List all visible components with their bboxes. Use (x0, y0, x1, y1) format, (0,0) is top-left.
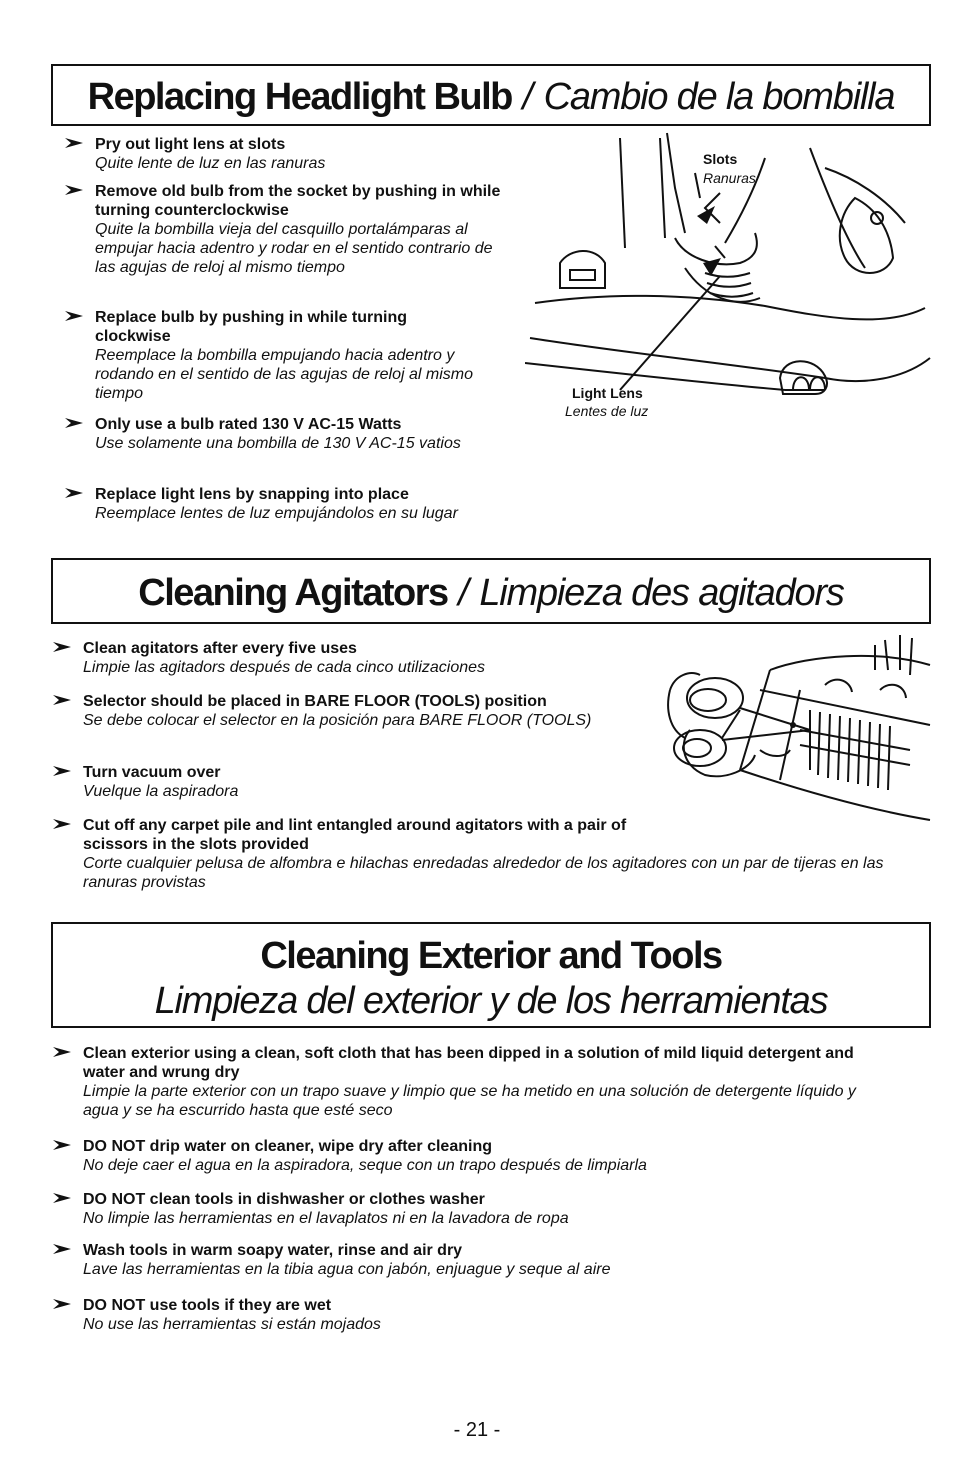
headlight-title-separator: / (511, 76, 544, 118)
instruction-es: No deje caer el agua en la aspiradora, seque con un trapo después de limpiarla (83, 1157, 647, 1174)
headlight-title-es: Cambio de la bombilla (543, 76, 895, 118)
instruction-en: Cut off any carpet pile and lint entangled around agitators with a pair of scissors in the slots provided (83, 817, 627, 853)
headlight-instructions-list (50, 135, 550, 523)
instruction-en: Replace bulb by pushing in while turning clockwise (95, 309, 408, 345)
instruction-en: Only use a bulb rated 130 V AC-15 Watts (95, 416, 402, 433)
agitators-section-title (51, 558, 931, 624)
exterior-section-title (51, 922, 931, 1028)
instruction-es: Limpie la parte exterior con un trapo suave y limpio que se ha metido en una solución de detergente líquido y agua y se ha escurrido hasta que esté seco (83, 1083, 856, 1119)
instruction-es: Limpie las agitadors después de cada cinco utilizaciones (83, 659, 486, 676)
bullet-arrow-icon (53, 764, 71, 778)
instruction-en: Remove old bulb from the socket by pushing in while turning counterclockwise (95, 183, 501, 219)
bullet-arrow-icon (53, 1242, 71, 1256)
bullet-arrow-icon (53, 693, 71, 707)
light-lens-label: Light Lens (572, 385, 643, 401)
instruction-en: Pry out light lens at slots (95, 136, 286, 153)
page-number: - 21 - (453, 1419, 501, 1441)
slots-label: Slots (703, 151, 738, 167)
headlight-section-title (51, 64, 931, 126)
agitator-scissors-illustration (660, 630, 935, 835)
instruction-en: Turn vacuum over (83, 764, 221, 781)
exterior-instructions-list (38, 1044, 918, 1334)
bullet-arrow-icon (65, 136, 83, 150)
list-item (50, 182, 550, 308)
lentes-de-luz-label: Lentes de luz (565, 403, 649, 419)
instruction-es: Reemplace lentes de luz empujándolos en su lugar (95, 505, 458, 522)
agitators-title-separator: / (447, 572, 480, 614)
instruction-en: DO NOT clean tools in dishwasher or clothes washer (83, 1191, 485, 1208)
instruction-en: DO NOT use tools if they are wet (83, 1297, 332, 1314)
bullet-arrow-icon (65, 309, 83, 323)
bullet-arrow-icon (53, 817, 71, 831)
bullet-arrow-icon (53, 640, 71, 654)
instruction-es: Reemplace la bombilla empujando hacia adentro y rodando en el sentido de las agujas de reloj al mismo tiempo (95, 347, 474, 402)
instruction-en: Clean agitators after every five uses (83, 640, 357, 657)
bullet-arrow-icon (53, 1045, 71, 1059)
instruction-en: Wash tools in warm soapy water, rinse and air dry (83, 1242, 463, 1259)
headlight-title-en: Replacing Headlight Bulb (87, 76, 512, 118)
list-item (50, 135, 550, 182)
bullet-arrow-icon (53, 1138, 71, 1152)
instruction-es: Quite la bombilla vieja del casquillo portalámparas al empujar hacia adentro y rodar en el sentido contrario de las agujas de reloj al mismo tiempo (95, 221, 493, 276)
instruction-en: DO NOT drip water on cleaner, wipe dry after cleaning (83, 1138, 492, 1155)
bullet-arrow-icon (65, 183, 83, 197)
ranuras-label: Ranuras (703, 170, 756, 186)
bullet-arrow-icon (53, 1191, 71, 1205)
list-item (38, 1137, 918, 1190)
exterior-title-es: Limpieza del exterior y de los herramientas (154, 980, 828, 1022)
instruction-es: Vuelque la aspiradora (83, 783, 239, 800)
bullet-arrow-icon (65, 416, 83, 430)
agitators-title-es: Limpieza des agitadors (479, 572, 844, 614)
instruction-es: Se debe colocar el selector en la posición para BARE FLOOR (TOOLS) (83, 712, 592, 729)
exterior-title-en: Cleaning Exterior and Tools (260, 935, 722, 977)
list-item (38, 1296, 918, 1334)
instruction-es: Lave las herramientas en la tibia agua con jabón, enjuague y seque al aire (83, 1261, 611, 1278)
bullet-arrow-icon (53, 1297, 71, 1311)
list-item (50, 485, 550, 523)
bullet-arrow-icon (65, 486, 83, 500)
list-item (50, 415, 550, 485)
instruction-es: No limpie las herramientas en el lavaplatos ni en la lavadora de ropa (83, 1210, 569, 1227)
instruction-es: No use las herramientas si están mojados (83, 1316, 381, 1333)
instruction-es: Corte cualquier pelusa de alfombra e hilachas enredadas alrededor de los agitadores con un par de tijeras en las ranuras provistas (83, 855, 884, 891)
list-item (38, 1044, 918, 1137)
instruction-en: Selector should be placed in BARE FLOOR (TOOLS) position (83, 693, 547, 710)
instruction-es: Quite lente de luz en las ranuras (95, 155, 326, 172)
agitators-title-en: Cleaning Agitators (138, 572, 448, 614)
instruction-en: Clean exterior using a clean, soft cloth that has been dipped in a solution of mild liquid detergent and water and wrung dry (83, 1045, 854, 1081)
list-item (50, 308, 550, 415)
instruction-en: Replace light lens by snapping into place (95, 486, 409, 503)
list-item (38, 1241, 918, 1296)
instruction-es: Use solamente una bombilla de 130 V AC-15 vatios (95, 435, 461, 452)
list-item (38, 1190, 918, 1241)
